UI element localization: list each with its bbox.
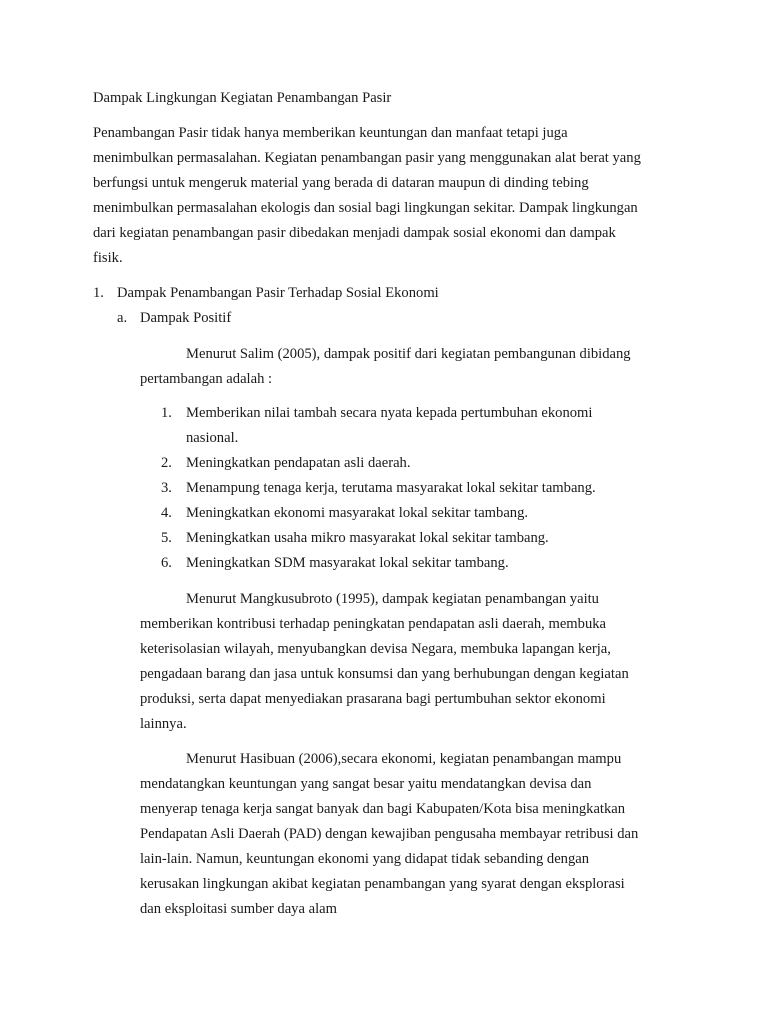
list-item-number: 5. bbox=[161, 530, 172, 546]
mangkusubroto-paragraph-line: memberikan kontribusi terhadap peningkatan pendapatan asli daerah, membuka bbox=[140, 616, 607, 632]
intro-line: dari kegiatan penambangan pasir dibedakan menjadi dampak sosial ekonomi dan dampak bbox=[93, 225, 616, 241]
hasibuan-paragraph-line: mendatangkan keuntungan yang sangat besar yaitu mendatangkan devisa dan bbox=[140, 776, 592, 792]
intro-line: menimbulkan permasalahan. Kegiatan penambangan pasir yang menggunakan alat berat yang bbox=[93, 150, 641, 166]
subsection-letter: a. bbox=[117, 310, 128, 326]
subsection-heading: Dampak Positif bbox=[140, 310, 232, 326]
intro-line: fisik. bbox=[93, 250, 123, 266]
document-title: Dampak Lingkungan Kegiatan Penambangan Pasir bbox=[93, 90, 392, 106]
hasibuan-paragraph-line: dan eksploitasi sumber daya alam bbox=[140, 901, 337, 917]
intro-line: Penambangan Pasir tidak hanya memberikan keuntungan dan manfaat tetapi juga bbox=[93, 125, 568, 141]
list-item-number: 6. bbox=[161, 555, 172, 571]
mangkusubroto-paragraph-line: pengadaan barang dan jasa untuk konsumsi dan yang berhubungan dengan kegiatan bbox=[140, 666, 629, 682]
list-item: Meningkatkan pendapatan asli daerah. bbox=[186, 455, 411, 471]
hasibuan-paragraph-line: menyerap tenaga kerja sangat banyak dan bagi Kabupaten/Kota bisa meningkatkan bbox=[140, 801, 626, 817]
intro-line: menimbulkan permasalahan ekologis dan sosial bagi lingkungan sekitar. Dampak lingkungan bbox=[93, 200, 638, 216]
list-item: Meningkatkan ekonomi masyarakat lokal sekitar tambang. bbox=[186, 505, 529, 521]
section-number: 1. bbox=[93, 285, 104, 301]
list-item-number: 2. bbox=[161, 455, 172, 471]
list-item-number: 3. bbox=[161, 480, 172, 496]
list-item-number: 1. bbox=[161, 405, 172, 421]
section-heading: Dampak Penambangan Pasir Terhadap Sosial Ekonomi bbox=[117, 285, 439, 301]
mangkusubroto-paragraph-line: Menurut Mangkusubroto (1995), dampak kegiatan penambangan yaitu bbox=[186, 591, 599, 607]
list-item: Memberikan nilai tambah secara nyata kepada pertumbuhan ekonomi bbox=[186, 405, 593, 421]
hasibuan-paragraph-line: Menurut Hasibuan (2006),secara ekonomi, kegiatan penambangan mampu bbox=[186, 751, 622, 767]
hasibuan-paragraph-line: lain-lain. Namun, keuntungan ekonomi yang didapat tidak sebanding dengan bbox=[140, 851, 590, 867]
intro-line: berfungsi untuk mengeruk material yang berada di dataran maupun di dinding tebing bbox=[93, 175, 589, 191]
salim-paragraph-line: Menurut Salim (2005), dampak positif dari kegiatan pembangunan dibidang bbox=[186, 346, 631, 362]
mangkusubroto-paragraph-line: produksi, serta dapat menyediakan prasarana bagi pertumbuhan sektor ekonomi bbox=[140, 691, 606, 707]
salim-paragraph-line: pertambangan adalah : bbox=[140, 371, 273, 387]
list-item: nasional. bbox=[186, 430, 239, 446]
hasibuan-paragraph-line: Pendapatan Asli Daerah (PAD) dengan kewajiban pengusaha membayar retribusi dan bbox=[140, 826, 639, 842]
list-item: Meningkatkan usaha mikro masyarakat lokal sekitar tambang. bbox=[186, 530, 549, 546]
mangkusubroto-paragraph-line: keterisolasian wilayah, menyubangkan devisa Negara, membuka lapangan kerja, bbox=[140, 641, 611, 657]
hasibuan-paragraph-line: kerusakan lingkungan akibat kegiatan penambangan yang syarat dengan eksplorasi bbox=[140, 876, 625, 892]
mangkusubroto-paragraph-line: lainnya. bbox=[140, 716, 187, 732]
list-item: Menampung tenaga kerja, terutama masyarakat lokal sekitar tambang. bbox=[186, 480, 596, 496]
list-item-number: 4. bbox=[161, 505, 172, 521]
list-item: Meningkatkan SDM masyarakat lokal sekitar tambang. bbox=[186, 555, 509, 571]
